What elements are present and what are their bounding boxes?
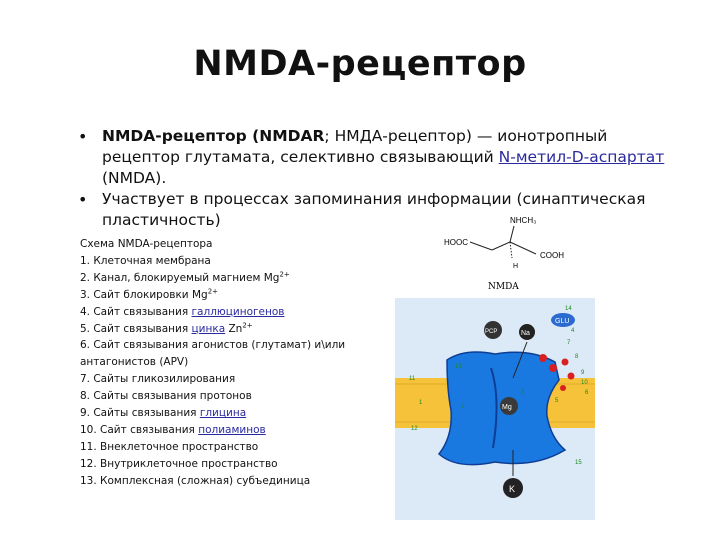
legend-item: 7. Сайты гликозилирования — [80, 373, 236, 386]
receptor-legend — [80, 236, 380, 490]
bullet-text: ; НМДА-рецептор) — ионотропный рецептор глутамата, селективно связывающий — [102, 127, 608, 166]
pcp-label: PCP — [485, 329, 498, 335]
formula-hooc: HOOC — [444, 238, 468, 247]
bullet-text-end: (NMDA). — [102, 169, 167, 187]
formula-label: NMDA — [488, 282, 519, 292]
page-title: NMDA-рецептор — [193, 44, 527, 84]
formula-h: H — [513, 263, 519, 270]
label-2: 2 — [461, 404, 465, 410]
label-4: 4 — [571, 328, 575, 334]
legend-item: 11. Внеклеточное пространство — [80, 440, 259, 453]
label-11: 11 — [409, 376, 416, 382]
legend-item: 9. Сайты связывания глицина — [80, 407, 247, 420]
legend-item: 10. Сайт связывания полиаминов — [80, 423, 266, 436]
label-7: 7 — [567, 340, 571, 346]
nmda-receptor-diagram — [395, 298, 595, 520]
legend-item: 1. Клеточная мембрана — [80, 254, 211, 267]
legend-item: 12. Внутриклеточное пространство — [80, 457, 278, 470]
bullet-bold-term: NMDA-рецептор (NMDAR — [102, 127, 325, 145]
legend-item: 4. Сайт связывания галлюциногенов — [80, 305, 285, 318]
mg-label: Mg — [502, 404, 512, 411]
polyamines-link[interactable]: полиаминов — [198, 423, 266, 436]
nmda-link[interactable]: N-метил-D-аспартат — [498, 148, 665, 166]
label-5: 5 — [555, 398, 559, 404]
label-1: 1 — [419, 400, 423, 406]
glycine-link[interactable]: глицина — [199, 407, 247, 420]
legend-item: 13. Комплексная (сложная) субъединица — [80, 474, 311, 487]
legend-heading: Схема NMDA-рецептора — [80, 238, 213, 250]
label-3: 3 — [521, 390, 525, 396]
glu-label: GLU — [555, 318, 570, 325]
k-label: K — [509, 484, 516, 494]
formula-cooh: COOH — [540, 251, 564, 260]
zinc-link[interactable]: цинка — [191, 322, 226, 335]
formula-bonds — [470, 226, 536, 258]
label-14: 14 — [565, 306, 572, 312]
formula-nhch3: NHCH₃ — [510, 216, 537, 225]
bullet-list — [72, 126, 682, 231]
legend-item: 6. Сайт связывания агонистов (глутамат) и\или антагонистов (APV) — [80, 339, 346, 369]
label-10: 10 — [581, 380, 588, 386]
label-9: 9 — [581, 370, 585, 376]
label-8: 8 — [575, 354, 579, 360]
na-label: Na — [521, 330, 530, 337]
nmda-structural-formula — [440, 212, 580, 292]
bullet-item-definition — [72, 126, 682, 189]
legend-item: 5. Сайт связывания цинка $Zn^{2+}$ — [80, 321, 253, 335]
hallucinogens-link[interactable]: галлюциногенов — [191, 305, 285, 318]
label-13: 13 — [455, 364, 462, 370]
legend-item: 8. Сайты связывания протонов — [80, 390, 252, 403]
bullet-text-memory: Участвует в процессах запоминания информации (синаптическая пластичность) — [102, 190, 646, 229]
bullet-item-memory — [72, 189, 682, 231]
label-12: 12 — [411, 426, 418, 432]
label-15: 15 — [575, 460, 582, 466]
legend-item: 2. Канал, блокируемый магнием $Mg^{2+}$ — [80, 270, 290, 284]
label-6: 6 — [585, 390, 589, 396]
legend-item: 3. Сайт блокировки $Mg^{2+}$ — [80, 287, 219, 301]
